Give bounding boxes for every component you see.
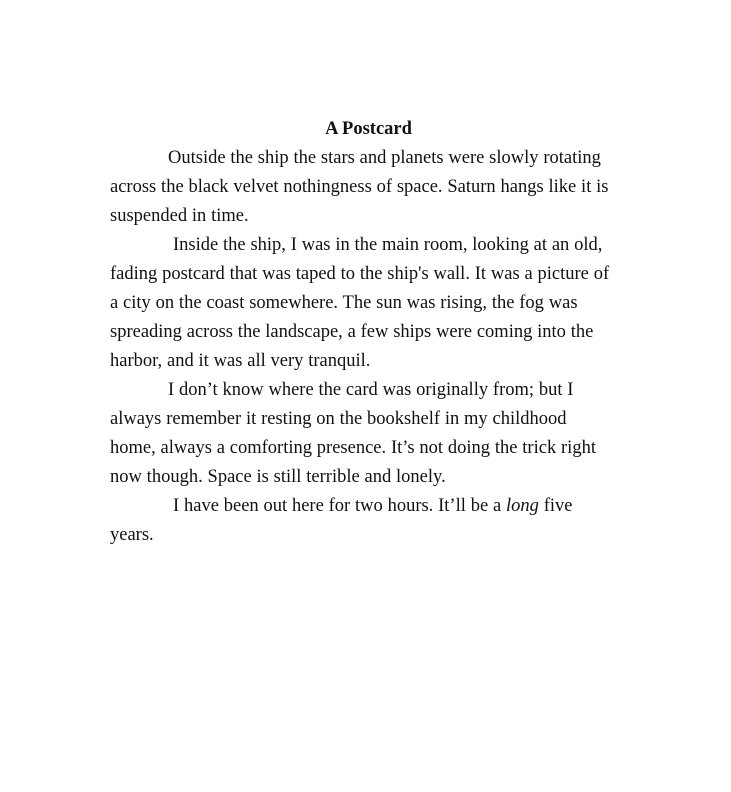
paragraph-1: Outside the ship the stars and planets were slowly rotating across the black velvet nothingness of space. Saturn hangs like it is suspended in time. bbox=[110, 148, 609, 226]
paragraph-4-text-end: five years. bbox=[110, 496, 573, 545]
document-page bbox=[110, 115, 616, 550]
paragraph-4-text-start: I have been out here for two hours. It’ll be a bbox=[173, 496, 507, 516]
story-title: A Postcard bbox=[325, 119, 412, 139]
paragraph-2: Inside the ship, I was in the main room, looking at an old, fading postcard that was taped to the ship's wall. It was a picture of a city on the coast somewhere. The sun was rising, the fog was spreading across the landscape, a few ships were coming into the harbor, and it was all very tranquil. bbox=[110, 235, 610, 371]
emphasized-word: long bbox=[506, 496, 539, 516]
paragraph-4 bbox=[110, 492, 616, 550]
paragraph-3: I don’t know where the card was originally from; but I always remember it resting on the bookshelf in my childhood home, always a comforting presence. It’s not doing the trick right now though. Space is still terrible and lonely. bbox=[110, 380, 596, 487]
